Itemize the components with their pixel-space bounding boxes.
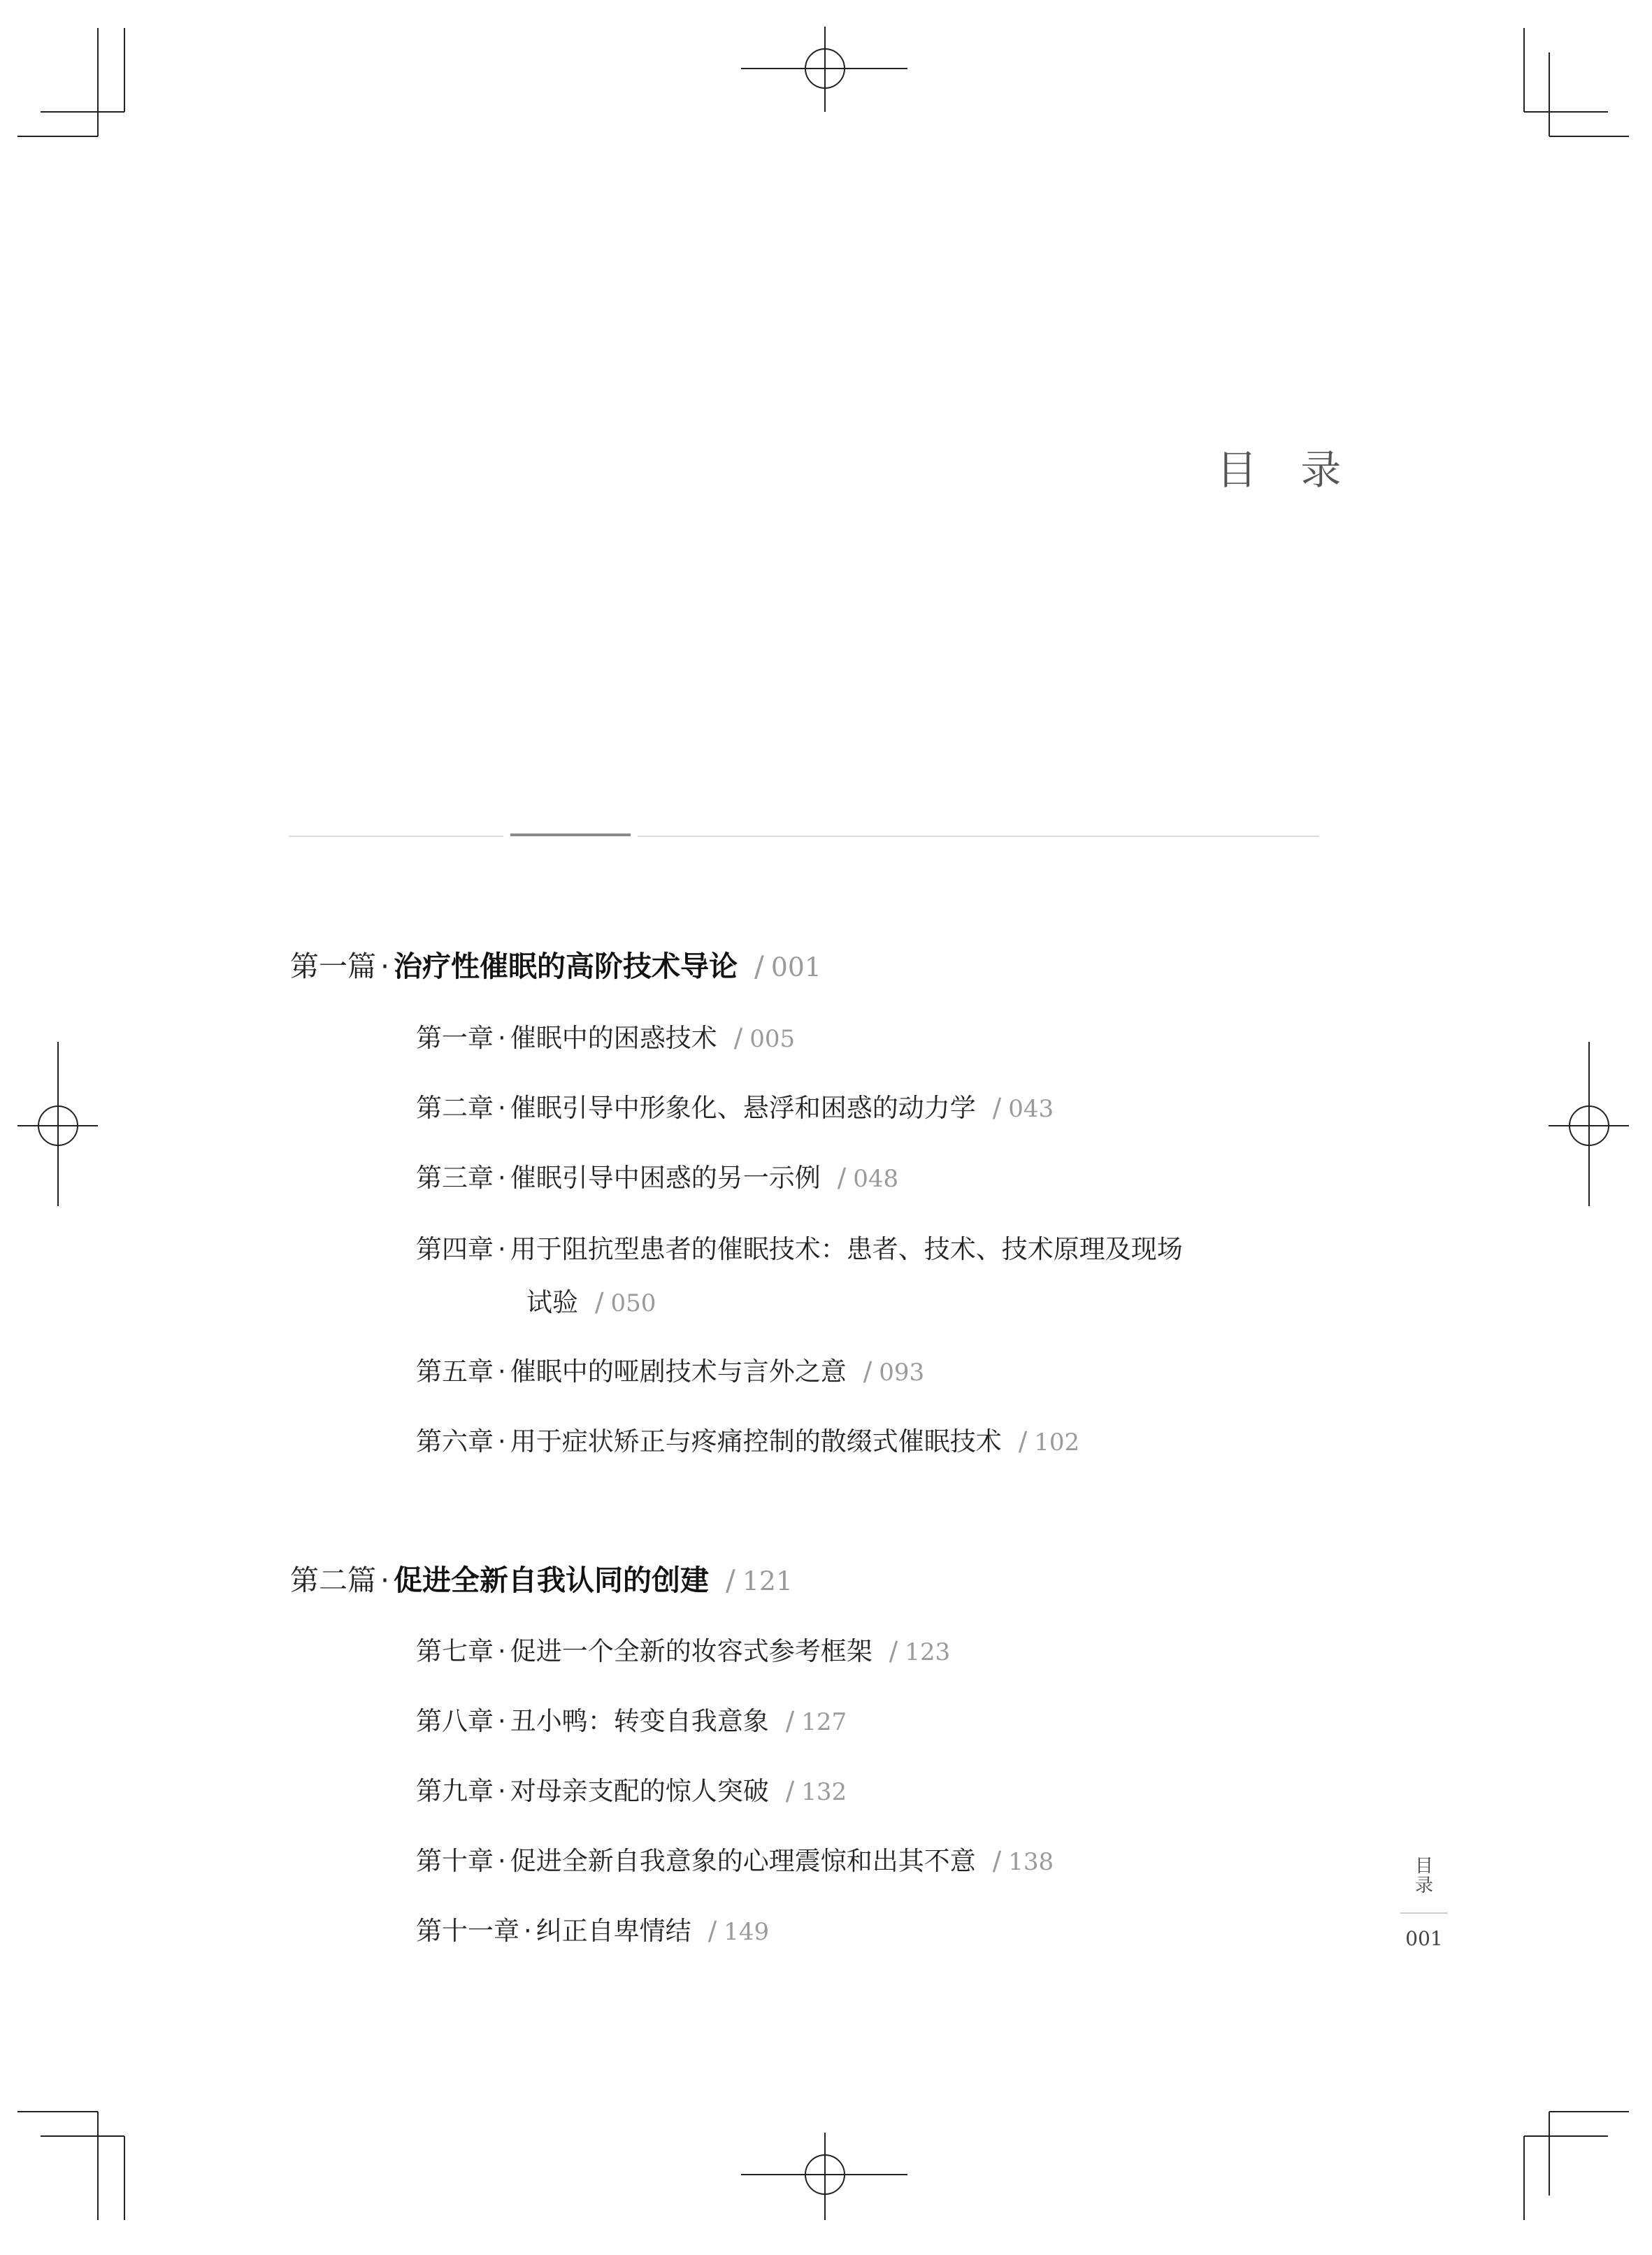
toc-chapter-7[interactable]	[416, 1638, 950, 1664]
toc-chapter-10[interactable]	[416, 1848, 1054, 1874]
separator-dot: ·	[498, 1636, 506, 1666]
chapter-title: 对母亲支配的惊人突破	[510, 1776, 769, 1806]
toc-chapter-4[interactable]	[416, 1236, 1183, 1262]
chapter-title: 丑小鸭：转变自我意象	[510, 1706, 769, 1736]
toc-chapter-5[interactable]	[416, 1356, 925, 1387]
page-number: 149	[724, 1918, 770, 1946]
toc-chapter-3[interactable]	[416, 1165, 898, 1191]
separator-dot: ·	[498, 1356, 506, 1387]
running-title-bottom: 录	[1414, 1875, 1433, 1896]
page-number: 001	[770, 952, 821, 982]
page-number: 123	[905, 1638, 951, 1666]
chapter-label: 第八章	[416, 1706, 494, 1736]
chapter-label: 第一章	[416, 1023, 494, 1053]
page-number: 043	[1008, 1095, 1054, 1123]
page-number: 093	[879, 1359, 925, 1387]
separator-dot: ·	[498, 1234, 506, 1264]
slash: /	[595, 1287, 604, 1317]
toc-chapter-2[interactable]	[416, 1095, 1054, 1121]
part-label: 第一篇	[290, 950, 376, 983]
chapter-label: 第四章	[416, 1234, 494, 1264]
slash: /	[1018, 1426, 1028, 1456]
page-number: 048	[853, 1165, 899, 1193]
separator-dot: ·	[380, 1563, 390, 1597]
slash: /	[733, 1023, 743, 1053]
page-number: 138	[1008, 1848, 1054, 1876]
slash: /	[754, 950, 764, 983]
slash: /	[708, 1916, 717, 1946]
separator-dot: ·	[498, 1846, 506, 1876]
chapter-title-continued: 试验	[526, 1287, 578, 1317]
chapter-title: 促进一个全新的妆容式参考框架	[510, 1636, 872, 1666]
chapter-label: 第三章	[416, 1163, 494, 1193]
footer-divider	[1400, 1912, 1448, 1914]
chapter-title: 催眠中的困惑技术	[510, 1023, 717, 1053]
chapter-label: 第七章	[416, 1636, 494, 1666]
slash: /	[726, 1563, 735, 1597]
page-number: 005	[749, 1025, 796, 1053]
chapter-title: 催眠引导中形象化、悬浮和困惑的动力学	[510, 1093, 976, 1123]
slash: /	[889, 1636, 898, 1666]
separator-dot: ·	[524, 1916, 532, 1946]
chapter-title: 催眠引导中困惑的另一示例	[510, 1163, 821, 1193]
slash: /	[992, 1093, 1002, 1123]
separator-dot: ·	[498, 1706, 506, 1736]
slash: /	[785, 1706, 795, 1736]
separator-dot: ·	[498, 1426, 506, 1456]
page-number: 127	[801, 1708, 847, 1736]
toc-part-2[interactable]	[290, 1563, 793, 1597]
toc-part-1[interactable]	[290, 952, 821, 981]
slash: /	[785, 1776, 795, 1806]
slash: /	[992, 1846, 1002, 1876]
page-number: 121	[742, 1566, 793, 1596]
running-title-top: 目	[1414, 1856, 1433, 1877]
separator-dot: ·	[498, 1023, 506, 1053]
chapter-label: 第十章	[416, 1846, 494, 1876]
running-title	[1414, 1856, 1435, 1896]
chapter-title: 纠正自卑情结	[536, 1916, 691, 1946]
page-number: 102	[1034, 1429, 1080, 1456]
page-title: 目 录	[1216, 446, 1357, 494]
chapter-label: 第十一章	[416, 1916, 519, 1946]
toc-chapter-9[interactable]	[416, 1778, 847, 1804]
separator-dot: ·	[498, 1093, 506, 1123]
separator-dot: ·	[380, 950, 390, 983]
toc-chapter-6[interactable]	[416, 1426, 1080, 1456]
toc-chapter-1[interactable]	[416, 1025, 795, 1051]
chapter-label: 第二章	[416, 1093, 494, 1123]
page-number: 132	[801, 1778, 847, 1806]
separator-dot: ·	[498, 1776, 506, 1806]
separator-dot: ·	[498, 1163, 506, 1193]
toc-chapter-8[interactable]	[416, 1708, 847, 1734]
slash: /	[863, 1356, 872, 1387]
toc-chapter-4-continued[interactable]	[526, 1289, 656, 1315]
folio-page-number: 001	[1405, 1927, 1443, 1950]
page-number: 050	[610, 1289, 656, 1317]
chapter-title: 用于阻抗型患者的催眠技术：患者、技术、技术原理及现场	[510, 1234, 1183, 1264]
chapter-title: 促进全新自我意象的心理震惊和出其不意	[510, 1846, 976, 1876]
chapter-label: 第九章	[416, 1776, 494, 1806]
chapter-title: 催眠中的哑剧技术与言外之意	[510, 1356, 847, 1387]
toc-chapter-11[interactable]	[416, 1918, 769, 1944]
part-title: 促进全新自我认同的创建	[394, 1563, 710, 1597]
chapter-label: 第六章	[416, 1426, 494, 1456]
part-label: 第二篇	[290, 1563, 376, 1597]
chapter-label: 第五章	[416, 1356, 494, 1387]
slash: /	[837, 1163, 847, 1193]
part-title: 治疗性催眠的高阶技术导论	[394, 950, 738, 983]
chapter-title: 用于症状矫正与疼痛控制的散缀式催眠技术	[510, 1426, 1002, 1456]
